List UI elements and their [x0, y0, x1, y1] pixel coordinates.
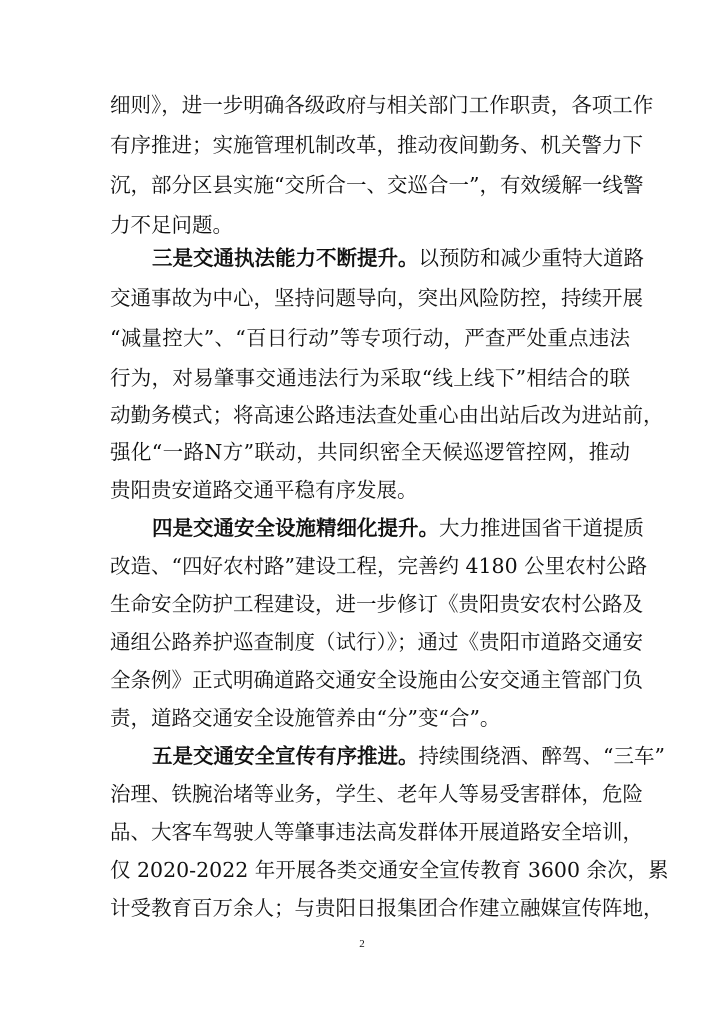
paragraph-2-line-3: “减量控大”、“百日行动”等专项行动，严查严处重点违法	[110, 326, 630, 350]
page-number: 2	[359, 938, 365, 950]
paragraph-2-line-5: 动勤务模式；将高速公路违法查处重心由出站后改为进站前，	[110, 403, 664, 427]
paragraph-4-line-5: 计受教育百万余人；与贵阳日报集团合作建立融媒宣传阵地，	[110, 896, 664, 920]
paragraph-4-line-3: 品、大客车驾驶人等肇事违法高发群体开展道路安全培训，	[110, 820, 643, 844]
paragraph-2-first-line-rest: 以预防和减少重特大道路	[418, 246, 644, 270]
paragraph-4-line-2: 治理、铁腕治堵等业务，学生、老年人等易受害群体，危险	[110, 782, 643, 806]
paragraph-3-line-5: 全条例》正式明确道路交通安全设施由公安交通主管部门负	[110, 668, 643, 692]
paragraph-2-first-line	[152, 243, 644, 273]
paragraph-2-line-4: 行为，对易肇事交通违法行为采取“线上线下”相结合的联	[110, 366, 630, 390]
paragraph-3-first-line	[152, 513, 644, 543]
paragraph-1-line-1: 细则》，进一步明确各级政府与相关部门工作职责，各项工作	[110, 93, 654, 117]
paragraph-2-line-6: 强化“一路N方”联动，共同织密全天候巡逻管控网，推动	[110, 440, 630, 464]
paragraph-3-heading: 四是交通安全设施精细化提升。	[152, 516, 439, 540]
paragraph-1-line-2: 有序推进；实施管理机制改革，推动夜间勤务、机关警力下	[110, 133, 643, 157]
paragraph-3-first-line-rest: 大力推进国省干道提质	[439, 516, 644, 540]
paragraph-4-first-line-rest: 持续围绕酒、醉驾、“三车”	[418, 744, 665, 768]
paragraph-4-heading: 五是交通安全宣传有序推进。	[152, 744, 419, 768]
paragraph-2-line-7: 贵阳贵安道路交通平稳有序发展。	[110, 478, 418, 502]
paragraph-3-line-2: 改造、“四好农村路”建设工程，完善约 4180 公里农村公路	[110, 554, 648, 578]
paragraph-4-line-4: 仅 2020-2022 年开展各类交通安全宣传教育 3600 余次，累	[110, 858, 669, 882]
paragraph-3-line-3: 生命安全防护工程建设，进一步修订《贵阳贵安农村公路及	[110, 592, 643, 616]
paragraph-4-first-line	[152, 741, 665, 771]
paragraph-3-line-4: 通组公路养护巡查制度（试行）》；通过《贵阳市道路交通安	[110, 630, 643, 654]
paragraph-3-line-6: 责，道路交通安全设施管养由“分”变“合”。	[110, 706, 501, 730]
paragraph-2-heading: 三是交通执法能力不断提升。	[152, 246, 419, 270]
paragraph-1-line-3: 沉，部分区县实施“交所合一、交巡合一”，有效缓解一线警	[110, 173, 644, 197]
paragraph-2-line-2: 交通事故为中心，坚持问题导向，突出风险防控，持续开展	[110, 286, 643, 310]
paragraph-1-line-4: 力不足问题。	[110, 213, 233, 237]
